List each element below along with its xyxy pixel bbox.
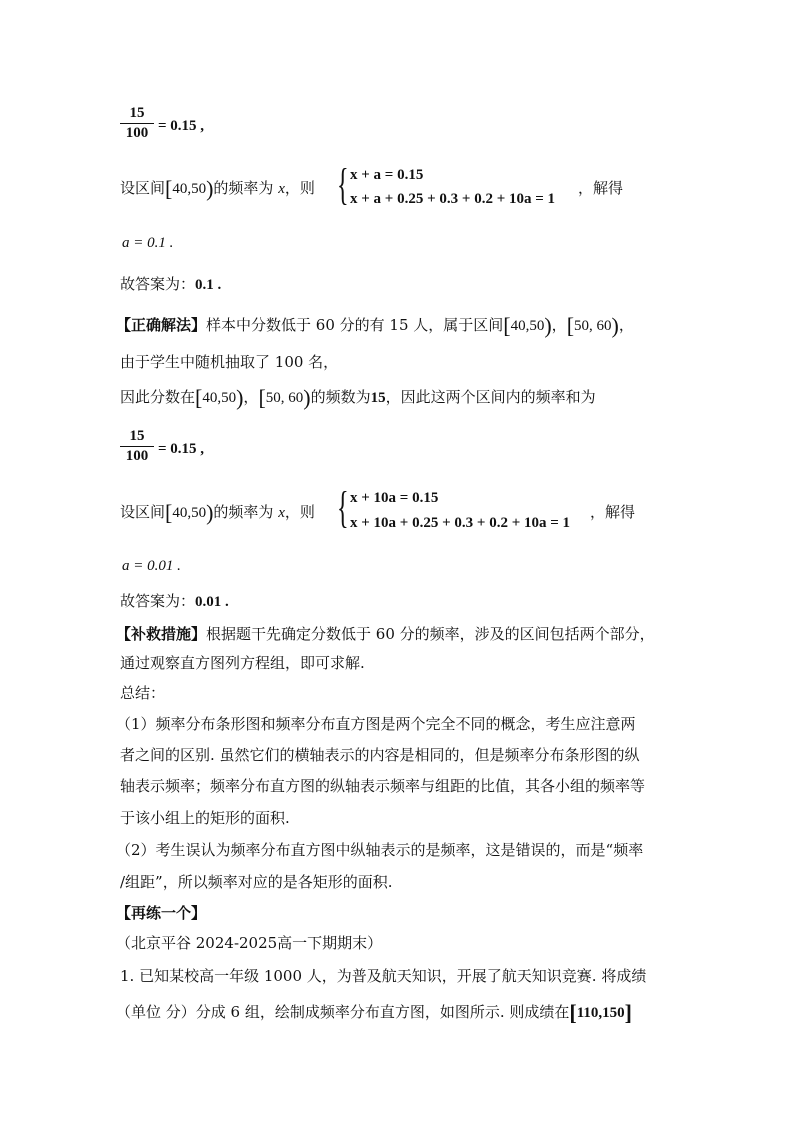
fraction-rhs: = 0.15 , [158,118,205,134]
setup-interval: 40,50 [172,181,207,197]
fraction-rhs-b: = 0.15 , [158,441,205,457]
summary-p1-line-3: 轴表示频率；频率分布直方图的纵轴表示频率与组距的比值，其各小组的频率等 [120,777,646,795]
summary-p1-line-4: 于该小组上的矩形的面积. [120,809,290,827]
correct-line-2: 由于学生中随机抽取了 100 名， [120,353,339,371]
correct-line-3: 因此分数在[40,50)，[50, 60)的频数为15，因此这两个区间内的频率和为 [120,385,596,410]
fraction-denominator: 100 [125,125,149,141]
result-line-1: 故答案为：0.1 . [120,275,222,293]
setup-post: ，解得 [578,179,624,197]
system-eq-1: x + a = 0.15 [350,167,424,183]
correct-tag: 【正确解法】 [116,316,207,334]
setup-post-b: ，解得 [590,503,636,521]
system-eq-2-b: x + 10a + 0.25 + 0.3 + 0.2 + 10a = 1 [350,515,571,531]
fraction-denominator: 100 [125,448,149,464]
remedy-tag: 【补救措施】 [116,625,207,643]
summary-p2-line-2: /组距”，所以频率对应的是各矩形的面积. [120,873,393,891]
fraction-15-over-100-b [120,428,154,465]
summary-p1-line-1: （1）频率分布条形图和频率分布直方图是两个完全不同的概念，考生应注意两 [116,715,636,733]
result-line-2: 故答案为：0.01 . [120,592,229,610]
practice-question-line-2: （单位 分）分成 6 组，绘制成频率分布直方图，如图所示. 则成绩在[110,150] [116,1000,632,1025]
fraction-bar [120,123,154,124]
answer-equation-b: a = 0.01 . [122,558,181,574]
fraction-numerator: 15 [129,105,145,121]
fraction-bar [120,446,154,447]
practice-question-line-1: 1. 已知某校高一年级 1000 人，为普及航天知识，开展了航天知识竞赛. 将成绩 [120,967,647,985]
result-value: 0.1 . [195,277,222,293]
summary-p2-line-1: （2）考生误认为频率分布直方图中纵轴表示的是频率，这是错误的，而是“频率 [116,841,644,859]
setup-interval: 40,50 [172,505,207,521]
summary-title: 总结： [120,684,166,702]
remedy-line-1: 【补救措施】根据题干先确定分数低于 60 分的频率，涉及的区间包括两个部分， [116,625,655,643]
remedy-line-2: 通过观察直方图列方程组，即可求解. [120,654,365,672]
setup-line-1: 设区间[40,50)的频率为 x，则 [120,176,315,201]
system-brace: { [337,160,349,209]
setup-line-2: 设区间[40,50)的频率为 x，则 [120,500,315,525]
summary-p1-line-2: 者之间的区别. 虽然它们的横轴表示的内容是相同的，但是频率分布条形图的纵 [120,746,640,764]
system-eq-2: x + a + 0.25 + 0.3 + 0.2 + 10a = 1 [350,191,556,207]
fraction-15-over-100 [120,105,154,142]
practice-source: （北京平谷 2024-2025高一下期期末） [116,934,383,952]
practice-interval: 110,150 [576,1005,625,1021]
practice-tag: 【再练一个】 [116,904,207,922]
answer-equation: a = 0.1 . [122,235,174,251]
correct-line-1: 【正确解法】样本中分数低于 60 分的有 15 人，属于区间[40,50)，[50, 60)， [116,313,634,338]
system-eq-1-b: x + 10a = 0.15 [350,490,439,506]
system-brace-b: { [337,483,349,532]
result-value-b: 0.01 . [195,594,229,610]
fraction-numerator: 15 [129,428,145,444]
